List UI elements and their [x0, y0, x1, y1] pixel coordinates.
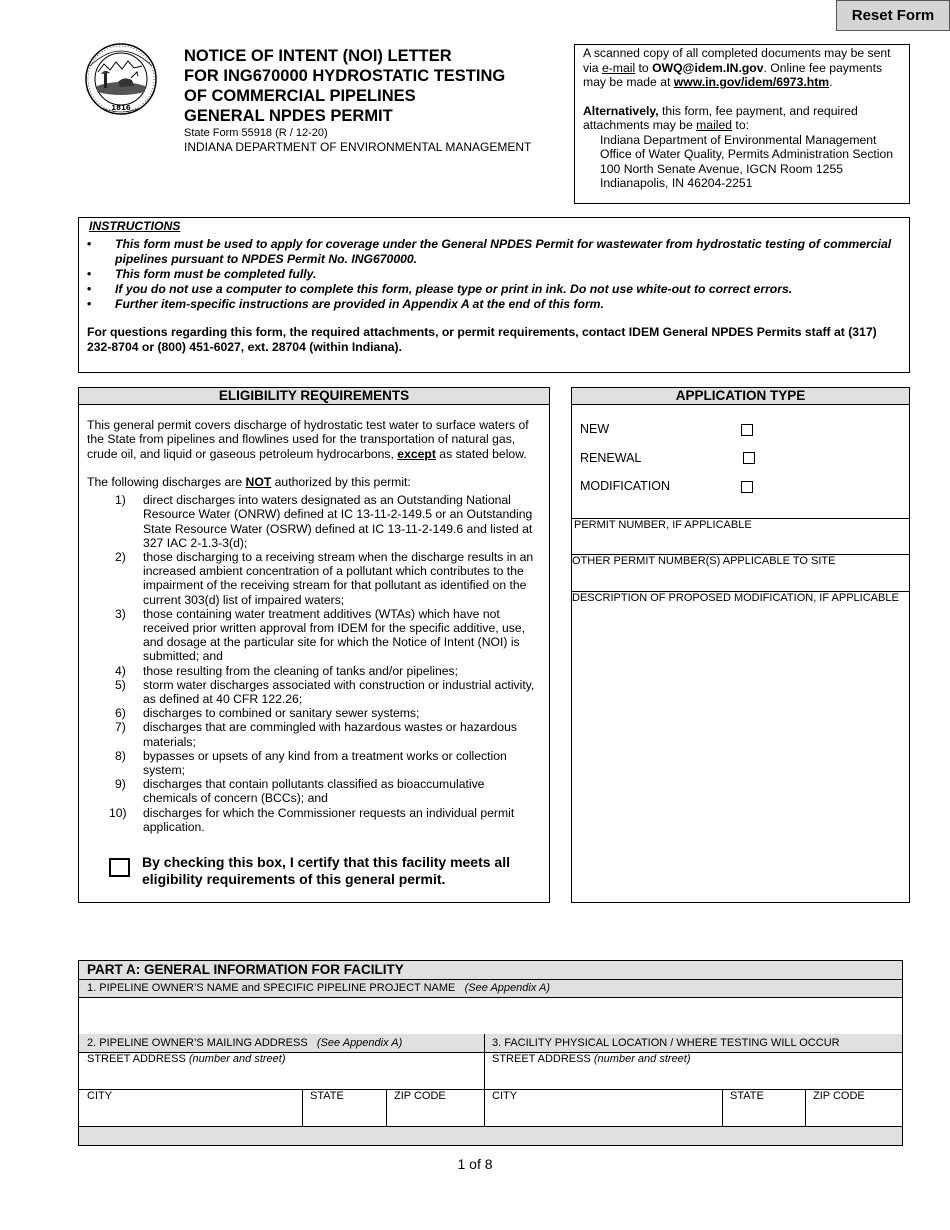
modification-description-input[interactable]	[572, 608, 909, 902]
address-line: 100 North Senate Avenue, IGCN Room 1255	[600, 161, 843, 176]
address-line: Office of Water Quality, Permits Administration Section	[600, 147, 894, 161]
contact-info: For questions regarding this form, the required attachments, or permit requirements, contact IDEM General NPDES Permits staff at (317) 232-8704 or (800) 451-6027, ext. 28704 (within Indiana).	[87, 325, 877, 354]
reset-form-button[interactable]: Reset Form	[836, 0, 950, 31]
excluded-item: 8) bypasses or upsets of any kind from a treatment works or collection system;	[115, 748, 507, 778]
permit-number-label: PERMIT NUMBER, IF APPLICABLE	[574, 519, 752, 531]
excluded-item: 3) those containing water treatment additives (WTAs) which have not received prior written approval from IDEM for the specific additive, use, and dosage at the particular site for which the Notice of Intent (NOI) is submitted; and	[115, 606, 526, 664]
owner-street-label: STREET ADDRESS (number and street)	[87, 1053, 286, 1065]
page-number: 1 of 8	[457, 1156, 493, 1172]
modification-description-label: DESCRIPTION OF PROPOSED MODIFICATION, IF APPLICABLE	[572, 592, 899, 604]
facility-state-label: STATE	[730, 1090, 764, 1102]
eligibility-section	[78, 387, 550, 903]
field3-label-row: 3. FACILITY PHYSICAL LOCATION / WHERE TESTING WILL OCCUR	[484, 1034, 902, 1053]
facility-city-label: CITY	[492, 1090, 518, 1102]
mailing-address	[583, 133, 901, 191]
part-a-section	[78, 960, 903, 1146]
form-title-line: NOTICE OF INTENT (NOI) LETTER	[184, 47, 452, 65]
new-checkbox[interactable]	[741, 424, 753, 436]
excluded-item: 6) discharges to combined or sanitary sewer systems;	[115, 706, 420, 721]
instructions-title: INSTRUCTIONS	[89, 219, 181, 233]
instructions-list	[87, 237, 901, 312]
excluded-item: 5) storm water discharges associated with construction or industrial activity, as defined at 40 CFR 122.26;	[115, 677, 535, 707]
state-form-number: State Form 55918 (R / 12-20)	[184, 127, 328, 139]
instruction-item: • If you do not use a computer to complete this form, please type or print in ink. Do not use white-out to correct errors.	[87, 282, 901, 297]
excluded-discharges-list	[87, 493, 541, 834]
excluded-item: 4) those resulting from the cleaning of tanks and/or pipelines;	[115, 663, 459, 678]
field2-label-row: 2. PIPELINE OWNER’S MAILING ADDRESS (See Appendix A)	[79, 1034, 484, 1053]
option-modification-label: MODIFICATION	[580, 479, 671, 493]
facility-zip-input[interactable]	[806, 1104, 902, 1126]
excluded-item: 2) those discharging to a receiving stream when the discharge results in an increased ambient concentration of a pollutant which contributes to the impairment of the receiving stream for that pollutant as identified on the current 303(d) list of impaired waters;	[115, 550, 534, 607]
eligibility-intro: This general permit covers discharge of hydrostatic test water to surface waters of the State from pipelines and flowlines used for the transportation of natural gas, crude oil, and liquid or gaseous petroleum hydrocarbons, except as stated below.	[87, 418, 529, 461]
excluded-item: 9) discharges that contain pollutants classified as bioaccumulative chemicals of concern (BCCs); and	[115, 777, 485, 806]
form-title-line: FOR ING670000 HYDROSTATIC TESTING	[184, 67, 506, 85]
part-a-header: PART A: GENERAL INFORMATION FOR FACILITY	[79, 961, 902, 980]
not-authorized-intro: The following discharges are NOT authorized by this permit:	[87, 474, 411, 489]
part-a-footer-bar	[79, 1127, 902, 1145]
indiana-state-seal	[84, 42, 158, 122]
option-new-label: NEW	[580, 422, 610, 436]
renewal-checkbox[interactable]	[743, 452, 755, 464]
other-permit-label: OTHER PERMIT NUMBER(S) APPLICABLE TO SITE	[572, 555, 836, 567]
owner-zip-input[interactable]	[387, 1104, 484, 1126]
instruction-item: • This form must be used to apply for coverage under the General NPDES Permit for wastewater from hydrostatic testing of commercial pipelines pursuant to NPDES Permit No. ING670000.	[87, 237, 901, 267]
form-title-line: GENERAL NPDES PERMIT	[184, 107, 393, 125]
eligibility-certify-checkbox[interactable]	[109, 858, 130, 877]
form-title-line: OF COMMERCIAL PIPELINES	[184, 87, 416, 105]
submission-email-paragraph: A scanned copy of all completed documents may be sent via e-mail to OWQ@idem.IN.gov. Online fee payments may be made at www.in.gov/idem/6973.htm.	[583, 46, 891, 89]
excluded-item: 7) discharges that are commingled with hazardous wastes or hazardous materials;	[115, 720, 517, 749]
address-line: Indiana Department of Environmental Management	[600, 132, 877, 147]
owner-street-input[interactable]	[79, 1067, 484, 1089]
instructions-box	[78, 217, 910, 373]
email-link[interactable]: OWQ@idem.IN.gov	[652, 60, 764, 75]
modification-checkbox[interactable]	[741, 481, 753, 493]
submission-info-box	[574, 44, 910, 204]
svg-text:1816: 1816	[111, 104, 131, 112]
facility-state-input[interactable]	[723, 1104, 805, 1126]
application-type-header: APPLICATION TYPE	[572, 388, 909, 405]
excluded-item: 1) direct discharges into waters designated as an Outstanding National Resource Water (ONRW) defined at IC 13-11-2-149.5 or an Outstanding State Resource Water (OSRW) defined at IC 13-11-2-149.6 and listed at 327 IAC 2-1.3-3(d);	[115, 493, 533, 550]
mailing-paragraph: Alternatively, this form, fee payment, and required attachments may be mailed to:	[583, 103, 858, 132]
address-line: Indianapolis, IN 46204-2251	[600, 176, 753, 190]
facility-zip-label: ZIP CODE	[813, 1090, 865, 1102]
owner-state-label: STATE	[310, 1090, 344, 1102]
excluded-item: 10) discharges for which the Commissioner requests an individual permit application.	[109, 805, 515, 834]
eligibility-header: ELIGIBILITY REQUIREMENTS	[79, 388, 549, 405]
form-title-block	[184, 46, 564, 154]
facility-city-input[interactable]	[485, 1104, 722, 1126]
owner-city-label: CITY	[87, 1090, 113, 1102]
facility-street-label: STREET ADDRESS (number and street)	[492, 1053, 691, 1065]
instruction-item: • This form must be completed fully.	[87, 267, 901, 282]
instruction-item: • Further item-specific instructions are provided in Appendix A at the end of this form.	[87, 297, 901, 312]
eligibility-certification	[109, 854, 539, 888]
owner-city-input[interactable]	[79, 1104, 302, 1126]
facility-street-input[interactable]	[485, 1067, 902, 1089]
owner-zip-label: ZIP CODE	[394, 1090, 446, 1102]
option-renewal-label: RENEWAL	[580, 451, 642, 465]
owner-state-input[interactable]	[303, 1104, 386, 1126]
other-permit-input[interactable]	[572, 570, 909, 590]
agency-name: INDIANA DEPARTMENT OF ENVIRONMENTAL MANAGEMENT	[184, 140, 532, 154]
certification-text: By checking this box, I certify that this facility meets all eligibility requirements of this general permit.	[142, 854, 510, 887]
field1-label-row: 1. PIPELINE OWNER’S NAME and SPECIFIC PIPELINE PROJECT NAME (See Appendix A)	[79, 980, 902, 998]
permit-number-input[interactable]	[572, 534, 909, 554]
application-type-section	[571, 387, 910, 903]
fee-payment-link[interactable]: www.in.gov/idem/6973.htm	[673, 75, 830, 89]
owner-project-name-input[interactable]	[79, 998, 902, 1034]
